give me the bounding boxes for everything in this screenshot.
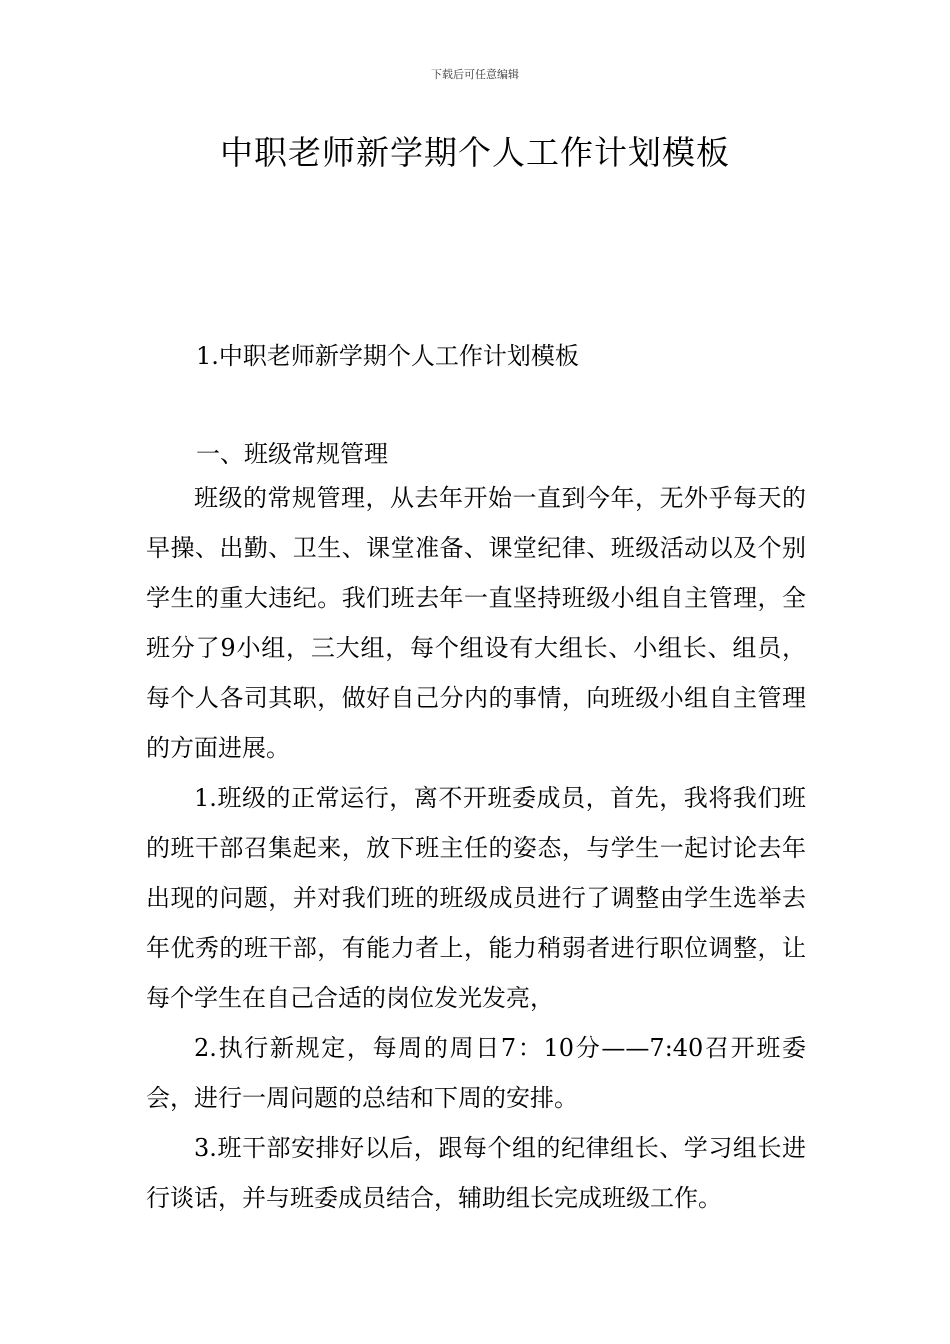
header-note: 下载后可任意编辑 [431,68,519,81]
document-title: 中职老师新学期个人工作计划模板 [220,133,730,172]
paragraph-item-3: 3.班干部安排好以后，跟每个组的纪律组长、学习组长进行谈话，并与班委成员结合，辅助组长完成班级工作。 [146,1134,806,1212]
paragraph-item-1: 1.班级的正常运行，离不开班委成员，首先，我将我们班的班干部召集起来，放下班主任的姿态，与学生一起讨论去年出现的问题，并对我们班的班级成员进行了调整由学生选举去年优秀的班干部，有能力者上，能力稍弱者进行职位调整，让每个学生在自己合适的岗位发光发亮， [146,784,806,1012]
paragraph-intro: 班级的常规管理，从去年开始一直到今年，无外乎每天的早操、出勤、卫生、课堂准备、课堂纪律、班级活动以及个别学生的重大违纪。我们班去年一直坚持班级小组自主管理，全班分了9小组，三大组，每个组设有大组长、小组长、组员，每个人各司其职，做好自己分内的事情，向班级小组自主管理的方面进展。 [146,484,806,762]
subtitle: 1.中职老师新学期个人工作计划模板 [196,342,579,370]
paragraph-item-2: 2.执行新规定，每周的周日7：10分——7:40召开班委会，进行一周问题的总结和下周的安排。 [146,1034,806,1112]
section-heading: 一、班级常规管理 [196,440,388,468]
